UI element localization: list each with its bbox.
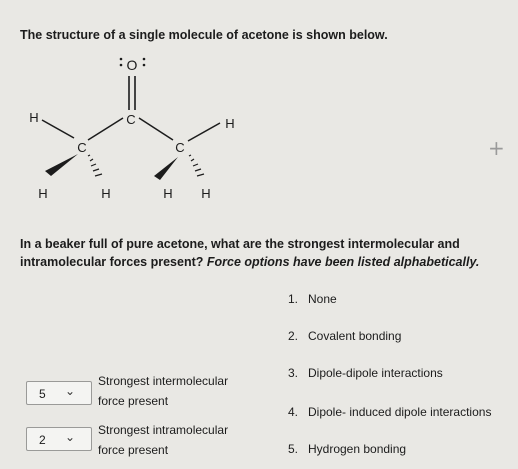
- intramolecular-label: Strongest intramolecular force present: [98, 423, 229, 457]
- atom-c-right: C: [175, 140, 185, 155]
- question-text: In a beaker full of pure acetone, what are the strongest intermolecular and intramolecular forces present? Force options have been listed alphabetically.: [20, 237, 480, 269]
- h-right-hashed: H: [201, 186, 211, 201]
- atom-c-left: C: [77, 140, 87, 155]
- chevron-down-icon: ⌄: [65, 384, 76, 398]
- h-right-bottom: H: [163, 186, 173, 201]
- h-left-hashed: H: [101, 186, 111, 201]
- option-2: 2. Covalent bonding: [288, 329, 402, 343]
- option-1: 1. None: [288, 292, 337, 306]
- intermolecular-value: 5: [39, 387, 46, 401]
- atom-o: O: [126, 57, 138, 73]
- h-left-top: H: [29, 110, 39, 125]
- h-right-top: H: [225, 116, 235, 131]
- prompt-text: The structure of a single molecule of acetone is shown below.: [20, 28, 388, 42]
- intramolecular-dropdown[interactable]: [26, 427, 92, 451]
- intramolecular-value: 2: [39, 433, 46, 447]
- acetone-structure: [20, 48, 280, 218]
- option-5: 5. Hydrogen bonding: [288, 442, 407, 456]
- chevron-down-icon: ⌄: [65, 430, 76, 444]
- intermolecular-label: Strongest intermolecular force present: [98, 374, 229, 408]
- atom-c-center: C: [126, 112, 136, 127]
- option-4: 4. Dipole- induced dipole interactions: [288, 405, 492, 419]
- intermolecular-dropdown[interactable]: [26, 381, 92, 405]
- plus-icon[interactable]: +: [488, 136, 505, 160]
- option-3: 3. Dipole-dipole interactions: [288, 366, 443, 380]
- h-left-bottom: H: [38, 186, 48, 201]
